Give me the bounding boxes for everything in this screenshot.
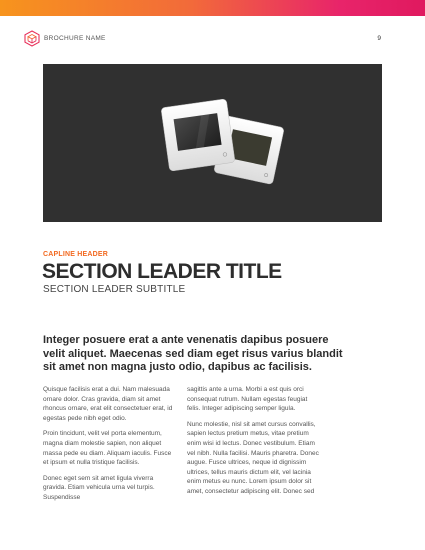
body-paragraph: Quisque facilisis erat a dui. Nam malesuada ornare dolor. Cras gravida, diam sit amet rhoncus ornare, erat elit consectetuer erat, id egestas pede nibh eget odio.	[43, 386, 173, 422]
page-number: 9	[377, 35, 381, 42]
hero-image	[43, 64, 382, 222]
lead-paragraph: Integer posuere erat a ante venenatis dapibus posuere velit aliquet. Maecenas sed diam eget risus varius blandit sit amet non magna justo odio, dapibus ac facilisis.	[43, 334, 343, 373]
body-paragraph: Proin tincidunt, velit vel porta elementum, magna diam molestie sapien, non aliquet massa pede eu diam. Aliquam iaculis. Fusce et ipsum et nulla tristique facilisis.	[43, 430, 172, 467]
body-paragraph: sagittis ante a urna. Morbi a est quis orci consequat rutrum. Nullam egestas feugiat felis. Integer adipiscing semper ligula.	[187, 386, 308, 413]
page-header	[0, 26, 425, 52]
hexagon-cube-logo-icon	[24, 30, 40, 47]
section-leader-subtitle: SECTION LEADER SUBTITLE	[43, 284, 186, 295]
capline-header: CAPLINE HEADER	[43, 251, 109, 258]
photo-slides-icon	[43, 64, 382, 222]
section-leader-title: SECTION LEADER TITLE	[42, 260, 282, 283]
brochure-name: BROCHURE NAME	[44, 35, 106, 42]
body-paragraph: Donec eget sem sit amet ligula viverra gravida. Etiam vehicula urna vel turpis. Suspendisse	[43, 474, 155, 501]
body-paragraph: Nunc molestie, nisl sit amet cursus convallis, sapien lectus pretium metus, vitae pretium enim wisi id lectus. Donec vestibulum. Etiam vel nibh. Nulla facilisi. Mauris pharetra. Donec augue. Fusce ultrices, neque id dignissim ultrices, tellus mauris dictum elit, vel lacinia enim metus eu nunc. Lorem ipsum dolor sit amet, consectetur adipiscing elit. Donec sed	[187, 420, 319, 495]
body-column-left	[43, 385, 175, 509]
top-gradient-bar	[0, 0, 425, 16]
body-column-right	[187, 385, 319, 503]
